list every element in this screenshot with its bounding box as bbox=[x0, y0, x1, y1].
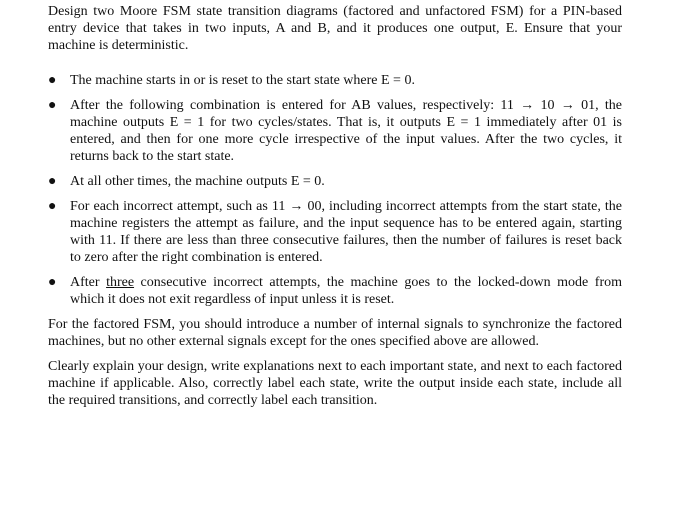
list-item bbox=[48, 173, 622, 190]
text-segment: consecutive incorrect attempts, the machine goes to the locked-down mode from which it does not exit regardless of input unless it is reset. bbox=[70, 275, 622, 307]
bullet-icon: ● bbox=[48, 199, 57, 214]
list-item bbox=[48, 97, 622, 165]
document-body bbox=[48, 3, 622, 417]
bullet-icon: ● bbox=[48, 275, 57, 290]
text-segment: After bbox=[70, 275, 107, 290]
list-item-text: After the following combination is entered for AB values, respectively: 11 → 10 → 01, the machine outputs E = 1 for two cycles/states. That is, it outputs E = 1 immediately after 01 is entered, and then for one more cycle irrespective of the input values. After the two cycles, it returns back to the start state. bbox=[70, 98, 622, 164]
list-item bbox=[48, 274, 622, 308]
list-item-text: At all other times, the machine outputs E = 0. bbox=[70, 174, 325, 189]
bullet-icon: ● bbox=[48, 98, 57, 113]
instructions-paragraph: Clearly explain your design, write explanations next to each important state, and next to each factored machine if applicable. Also, correctly label each state, write the output inside each state, include all the required transitions, and correctly label each transition. bbox=[48, 359, 622, 408]
bullet-icon: ● bbox=[48, 73, 57, 88]
requirements-list bbox=[48, 72, 622, 308]
list-item bbox=[48, 72, 622, 89]
intro-paragraph: Design two Moore FSM state transition diagrams (factored and unfactored FSM) for a PIN-based entry device that takes in two inputs, A and B, and it produces one output, E. Ensure that your machine is deterministic. bbox=[48, 4, 622, 53]
list-item bbox=[48, 198, 622, 266]
list-item-text: For each incorrect attempt, such as 11 → 00, including incorrect attempts from the start state, the machine registers the attempt as failure, and the input sequence has to be entered again, starting with 11. If there are less than three consecutive failures, then the number of failures is reset back to zero after the right combination is entered. bbox=[70, 199, 622, 265]
underlined-word: three bbox=[106, 275, 135, 290]
bullet-icon: ● bbox=[48, 174, 57, 189]
factored-fsm-paragraph: For the factored FSM, you should introduce a number of internal signals to synchronize the factored machines, but no other external signals except for the ones specified above are allowed. bbox=[48, 317, 622, 349]
list-item-text: The machine starts in or is reset to the start state where E = 0. bbox=[70, 73, 415, 88]
list-item-text bbox=[70, 274, 622, 308]
